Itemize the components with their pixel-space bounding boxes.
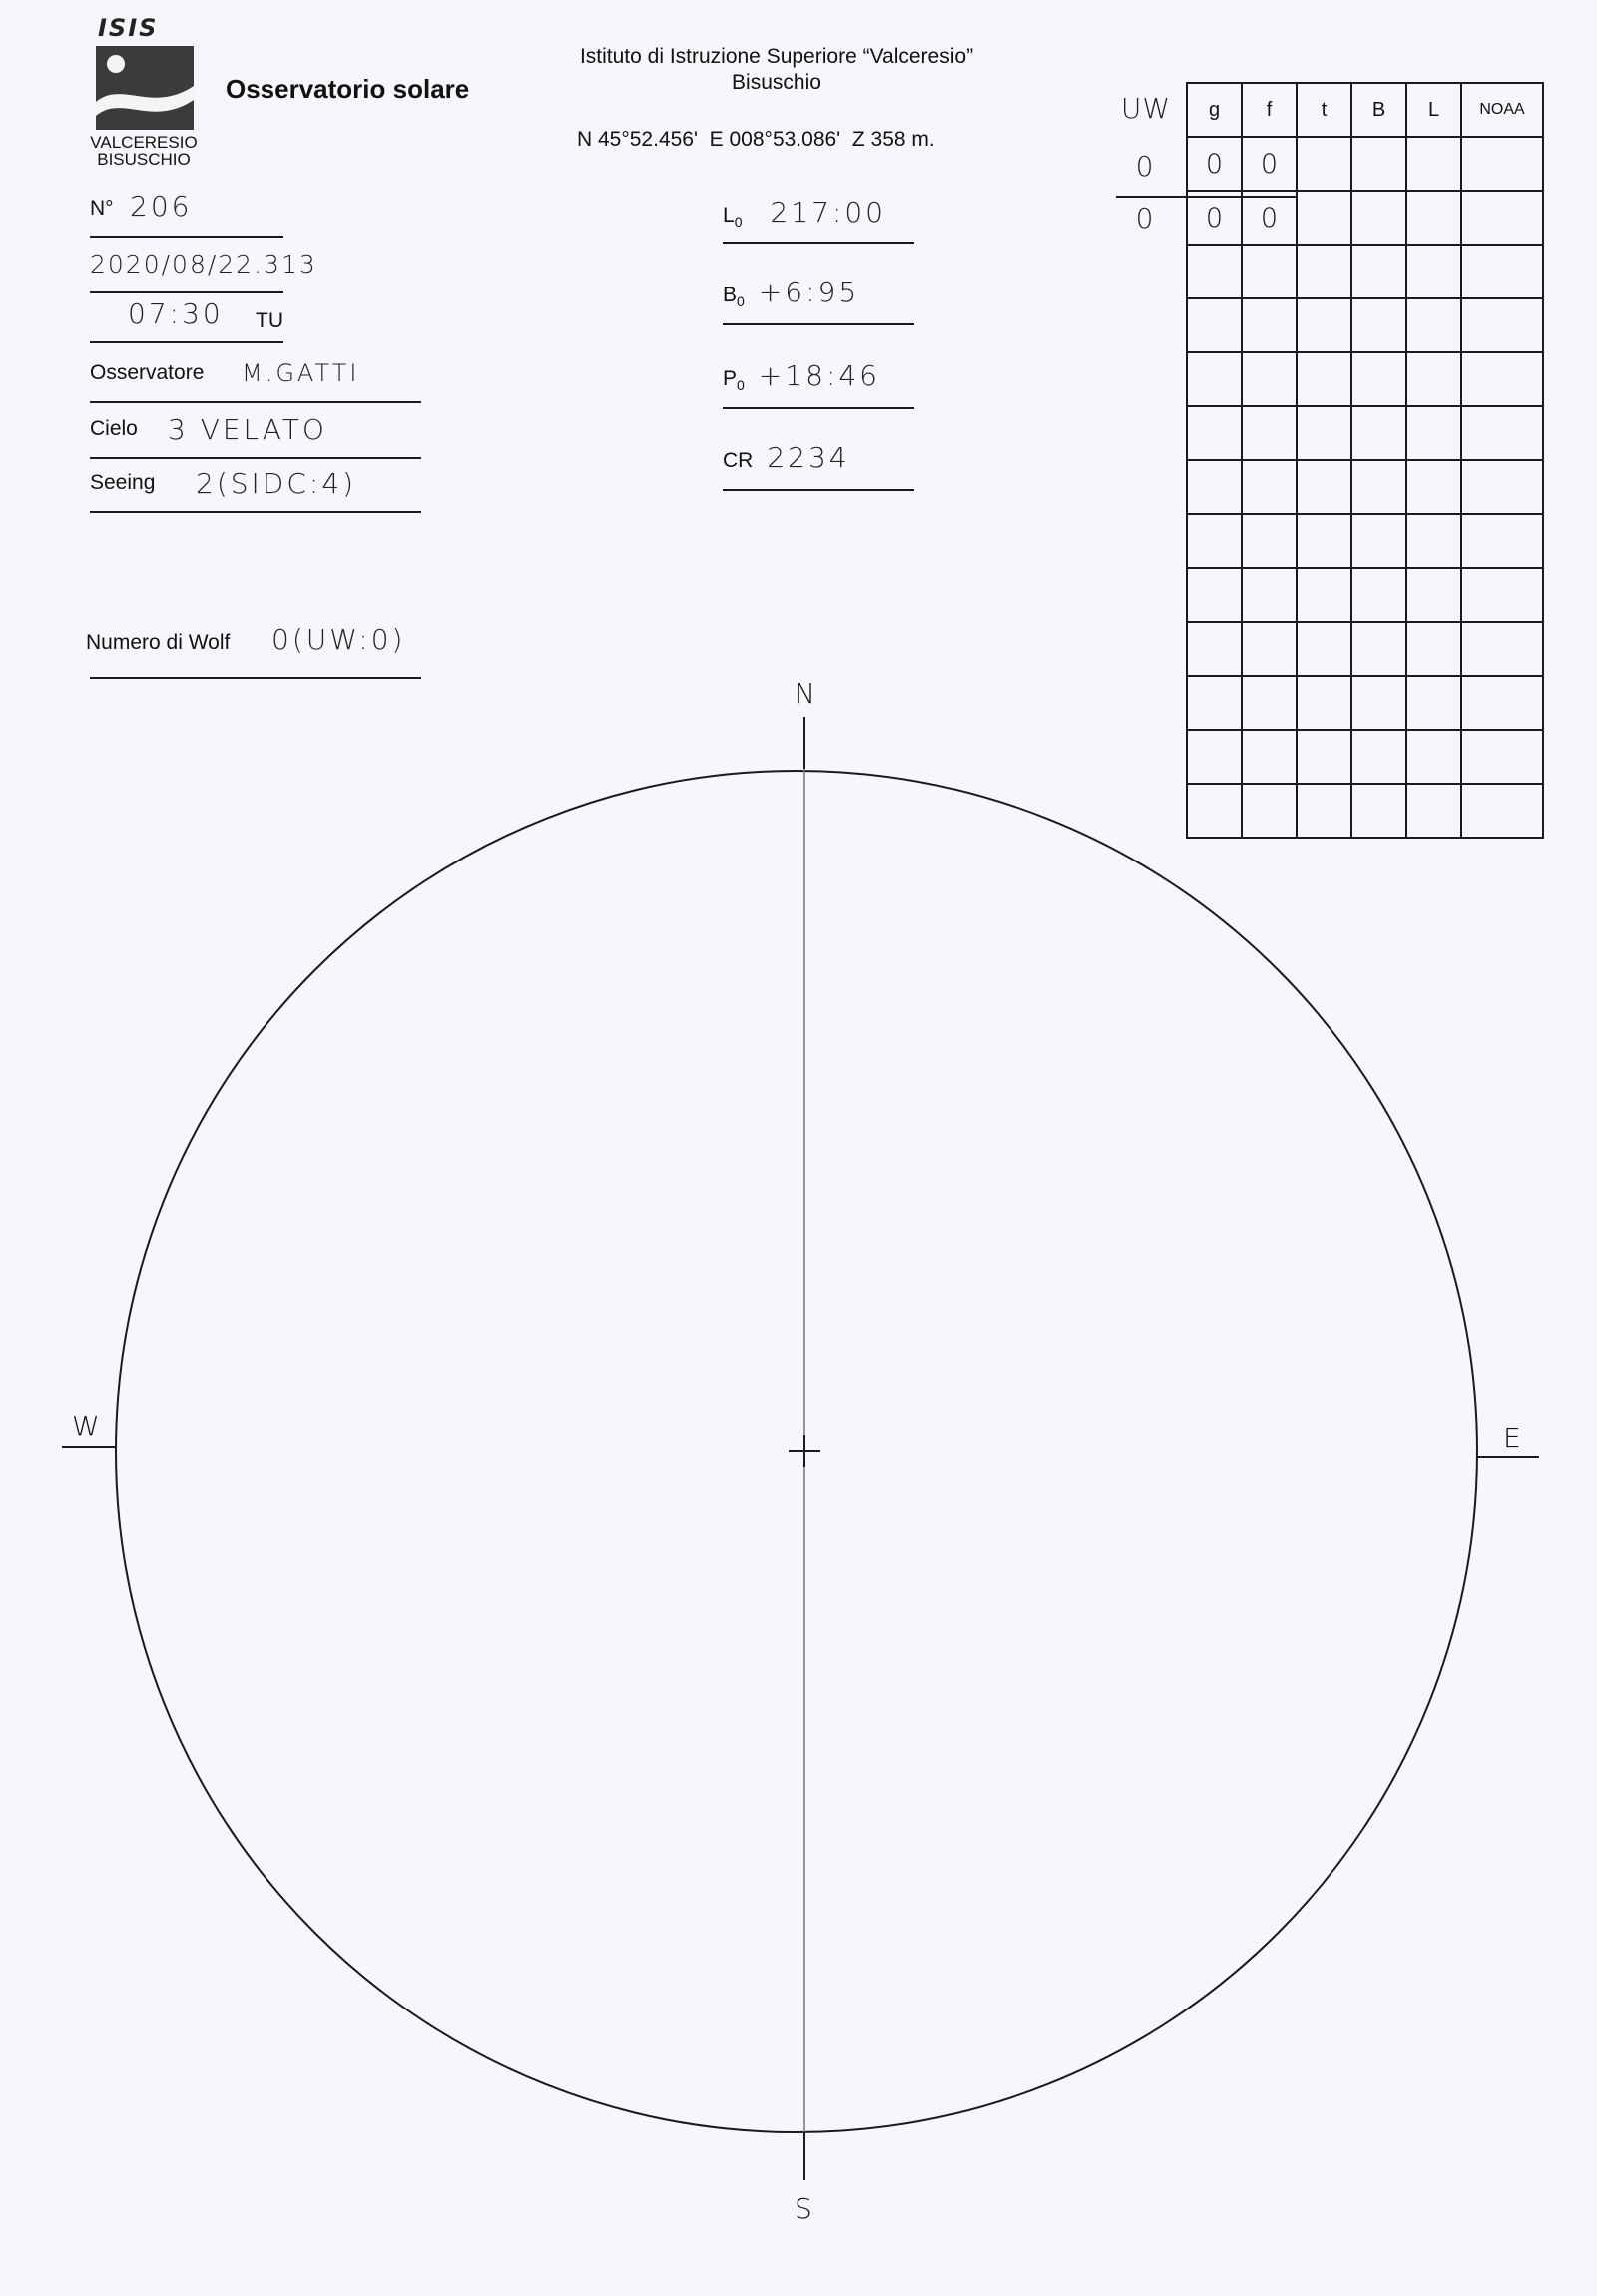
wolf-label: Numero di Wolf — [86, 631, 231, 654]
b0-symbol: $B_0$ — [723, 284, 745, 310]
sky-value: 3 VELATO — [168, 413, 327, 446]
uw-header: UW — [1120, 92, 1172, 125]
org-name: Osservatorio solare — [226, 74, 470, 104]
site-coordinates: N 45°52.456' E 008°53.086' Z 358 m. — [577, 128, 935, 151]
header-g: g — [1187, 83, 1242, 137]
time-unit: TU — [256, 309, 283, 332]
b0-value: +6:95 — [758, 276, 860, 308]
number-value: 206 — [130, 190, 193, 223]
counts-cell: 0 — [1242, 137, 1297, 191]
logo-top-text: ISIS — [98, 14, 159, 42]
l0-value: 217:00 — [770, 196, 886, 229]
p0-symbol: $P_0$ — [723, 367, 745, 394]
west-label: W — [72, 1410, 100, 1442]
header-l: L — [1406, 83, 1461, 137]
counts-cell: 0 — [1187, 137, 1242, 191]
header-f: f — [1242, 83, 1297, 137]
north-label: N — [795, 677, 815, 710]
seeing-label: Seeing — [90, 471, 156, 494]
header-noaa: NOAA — [1461, 83, 1543, 137]
wolf-value: 0(UW:0) — [271, 623, 406, 656]
observer-label: Osservatore — [90, 361, 205, 384]
counts-cell: 0 — [1187, 191, 1242, 245]
east-label: E — [1503, 1422, 1521, 1454]
seeing-value: 2(SIDC:4) — [196, 467, 357, 500]
logo-caption-1: VALCERESIO — [90, 133, 198, 152]
counts-cell: 0 — [1242, 191, 1297, 245]
number-label: N° — [90, 197, 114, 220]
institute-town: Bisuschio — [732, 71, 821, 94]
date-value: 2020/08/22.313 — [90, 250, 317, 279]
uw-value-1: 0 — [1135, 150, 1157, 183]
sky-label: Cielo — [90, 417, 138, 440]
uw-value-2: 0 — [1135, 202, 1157, 235]
p0-value: +18:46 — [758, 359, 880, 392]
cr-value: 2234 — [767, 441, 850, 474]
observer-value: M.GATTI — [242, 359, 360, 387]
cr-label: CR — [723, 449, 754, 472]
logo-caption-2: BISUSCHIO — [97, 150, 191, 169]
l0-symbol: $L_0$ — [723, 204, 743, 231]
header-b: B — [1351, 83, 1406, 137]
time-value: 07:30 — [128, 297, 224, 330]
header-t: t — [1297, 83, 1351, 137]
institute-name: Istituto di Istruzione Superiore “Valceresio” — [579, 45, 974, 68]
south-label: S — [795, 2192, 812, 2225]
